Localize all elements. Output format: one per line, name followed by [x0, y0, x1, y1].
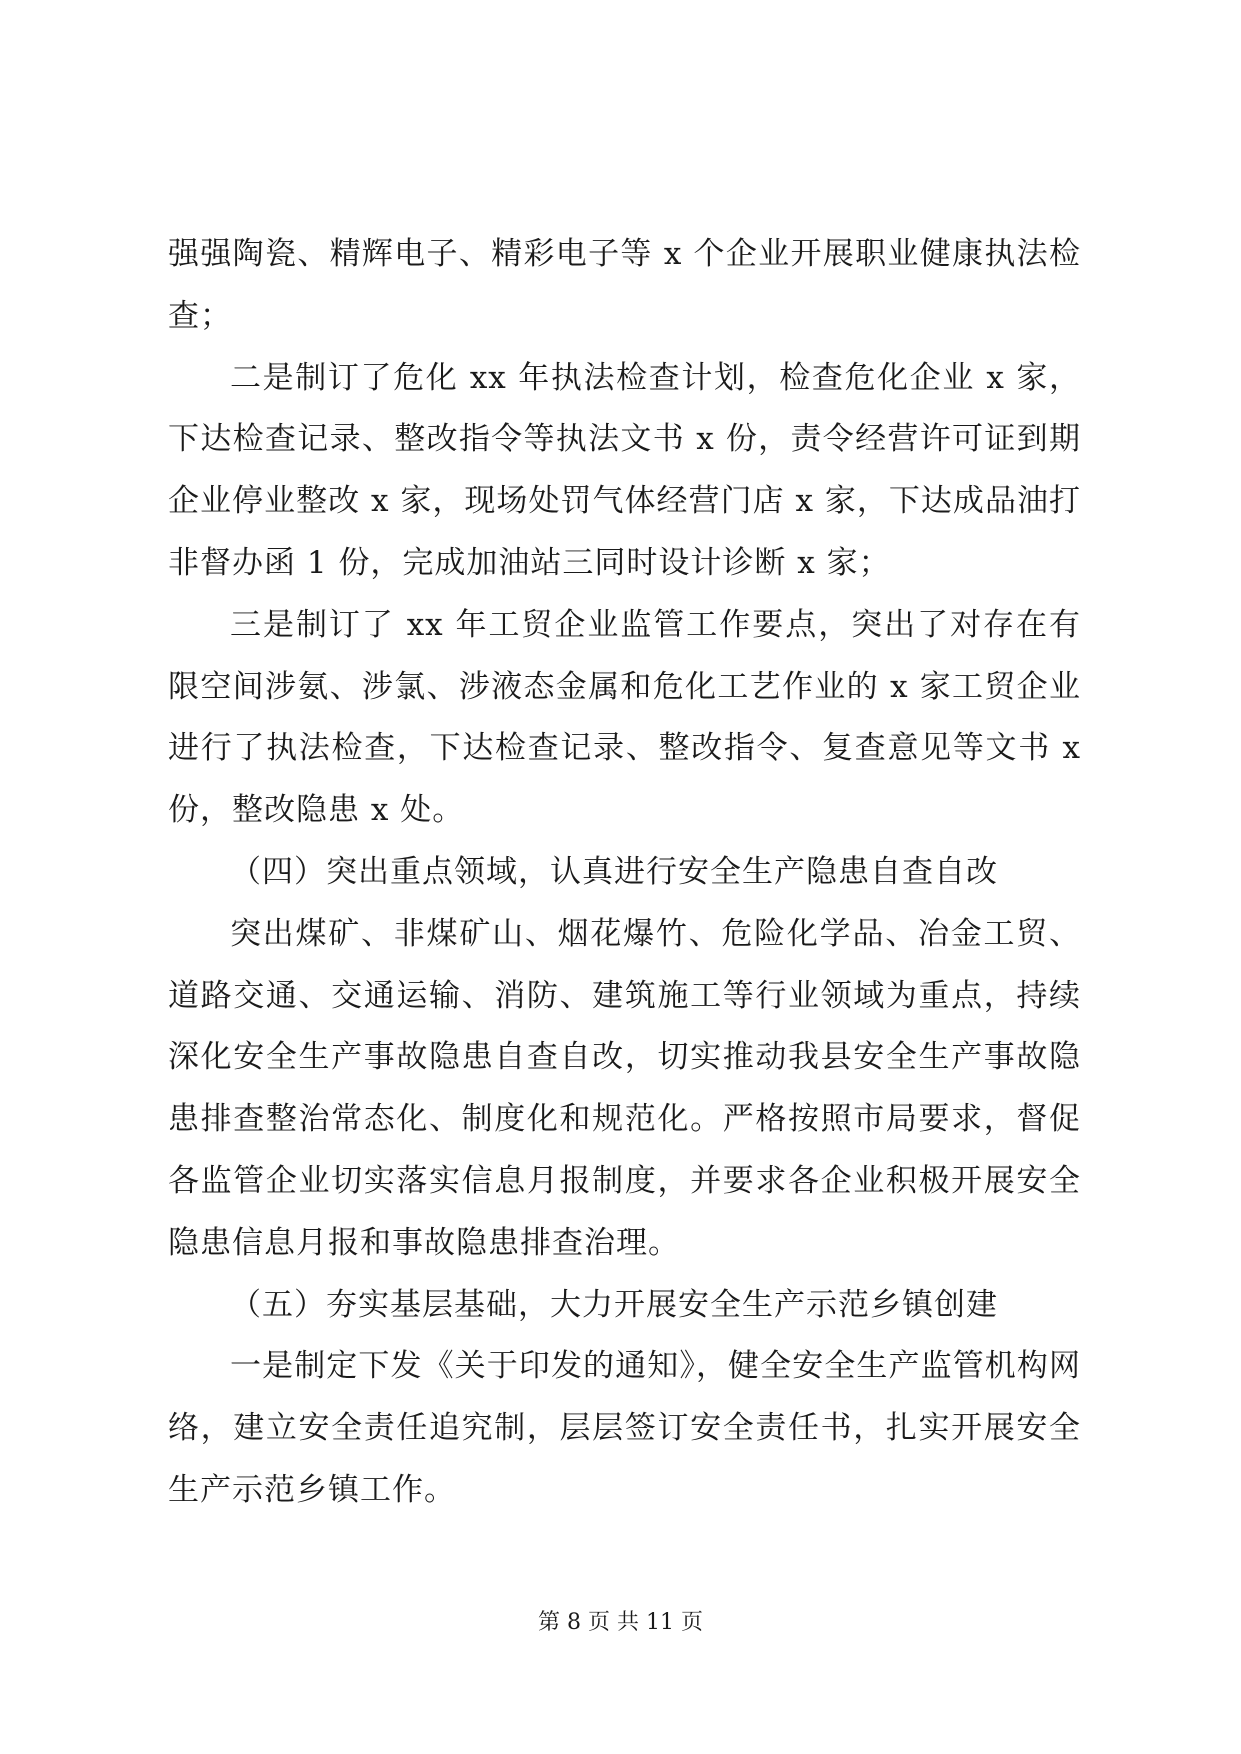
- page-number-footer: 第 8 页 共 11 页: [538, 1610, 703, 1635]
- document-body: [168, 224, 1081, 1522]
- section-heading-five: （五）夯实基层基础，大力开展安全生产示范乡镇创建: [230, 1286, 998, 1323]
- paragraph-hazardous-chemicals: 二是制订了危化 xx 年执法检查计划，检查危化企业 x 家，下达检查记录、整改指令等执法文书 x 份，责令经营许可证到期企业停业整改 x 家，现场处罚气体经营门店 x 家，下达成品油打非督办函 1 份，完成加油站三同时设计诊断 x 家；: [168, 359, 1081, 581]
- paragraph-industry-trade: 三是制订了 xx 年工贸企业监管工作要点，突出了对存在有限空间涉氨、涉氯、涉液态金属和危化工艺作业的 x 家工贸企业进行了执法检查，下达检查记录、整改指令、复查意见等文书 x 份，整改隐患 x 处。: [168, 606, 1081, 829]
- paragraph-key-areas: 突出煤矿、非煤矿山、烟花爆竹、危险化学品、冶金工贸、道路交通、交通运输、消防、建筑施工等行业领域为重点，持续深化安全生产事故隐患自查自改，切实推动我县安全生产事故隐患排查整治常态化、制度化和规范化。严格按照市局要求，督促各监管企业切实落实信息月报制度，并要求各企业积极开展安全隐患信息月报和事故隐患排查治理。: [168, 915, 1081, 1261]
- paragraph-continuation: 强强陶瓷、精辉电子、精彩电子等 x 个企业开展职业健康执法检查；: [168, 236, 1081, 334]
- paragraph-grassroots: 一是制定下发《关于印发的通知》，健全安全生产监管机构网络，建立安全责任追究制，层层签订安全责任书，扎实开展安全生产示范乡镇工作。: [168, 1348, 1081, 1508]
- section-heading-four: （四）突出重点领域，认真进行安全生产隐患自查自改: [230, 853, 998, 890]
